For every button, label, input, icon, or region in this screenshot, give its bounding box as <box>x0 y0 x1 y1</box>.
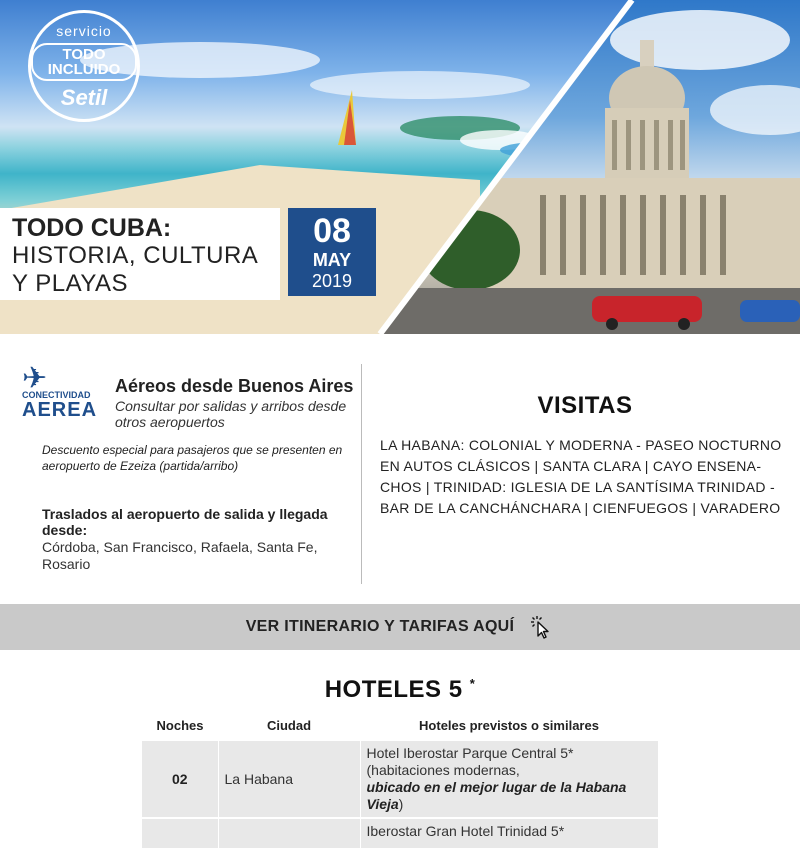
hotel-name: Iberostar Gran Hotel Trinidad 5* <box>366 823 565 839</box>
trip-title <box>0 208 280 300</box>
info-section <box>0 334 800 604</box>
conectividad-aerea-logo <box>22 364 102 434</box>
trip-title-bold: TODO CUBA: <box>12 214 172 242</box>
logo-small-text: CONECTIVIDAD <box>22 390 91 400</box>
hotel-end: ) <box>398 796 404 812</box>
todo-incluido-badge <box>28 10 140 122</box>
hotel-highlight: ubicado en el mejor lugar de la Habana Vieja <box>366 779 627 812</box>
transfers-title: Traslados al aeropuerto de salida y llegada desde: <box>42 506 328 538</box>
transfers-cities: Córdoba, San Francisco, Rafaela, Santa Fe, Rosario <box>42 539 318 572</box>
badge-middle-text: TODO INCLUIDO <box>31 43 137 81</box>
hero-banner <box>0 0 800 334</box>
table-row <box>142 818 658 848</box>
header-nights: Noches <box>142 712 218 740</box>
trip-title-line3: Y PLAYAS <box>12 270 129 297</box>
visits-title: VISITAS <box>537 392 633 419</box>
section-divider <box>361 364 362 584</box>
table-header-row <box>142 712 658 740</box>
trip-title-line2: HISTORIA, CULTURA <box>12 242 259 269</box>
departure-date <box>288 208 376 296</box>
date-year: 2019 <box>311 271 353 291</box>
row-city: La Habana <box>218 740 360 818</box>
hotels-title-text: HOTELES 5 <box>324 676 463 703</box>
setil-logo: Setil <box>60 85 108 110</box>
flights-subtitle: Consultar por salidas y arribos desde otros aeropuertos <box>115 398 347 430</box>
hotels-title-star: * <box>469 676 476 691</box>
discount-note: Descuento especial para pasajeros que se presenten en aeropuerto de Ezeiza (partida/arribo) <box>42 443 343 473</box>
badge-top-text: servicio <box>56 23 112 39</box>
table-row <box>142 740 658 818</box>
flights-title: Aéreos desde Buenos Aires <box>115 376 354 396</box>
hotels-table <box>142 712 658 848</box>
row-hotel <box>360 740 658 818</box>
itinerary-button-label: VER ITINERARIO Y TARIFAS AQUÍ <box>245 618 515 635</box>
logo-big-text: AEREA <box>22 399 98 421</box>
date-month: MAY <box>312 250 352 270</box>
visits-list: LA HABANA: COLONIAL Y MODERNA - PASEO NOCTURNO EN AUTOS CLÁSICOS | SANTA CLARA | CAYO ENSENA-CHOS | TRINIDAD: IGLESIA DE LA SANTÍSIMA TRINIDAD - BAR DE LA CANCHÁNCHARA | CIENFUEGOS | VARADERO <box>380 437 782 516</box>
date-day: 08 <box>313 212 351 250</box>
header-city: Ciudad <box>218 712 360 740</box>
hotels-title <box>0 676 800 704</box>
row-nights <box>142 818 218 848</box>
airplane-icon: ✈ <box>22 362 48 395</box>
row-hotel <box>360 818 658 848</box>
header-hotels: Hoteles previstos o similares <box>360 712 658 740</box>
row-nights: 02 <box>142 740 218 818</box>
row-city <box>218 818 360 848</box>
itinerary-button[interactable] <box>0 604 800 650</box>
click-cursor-icon <box>528 614 554 640</box>
hotel-name: Hotel Iberostar Parque Central 5* (habitaciones modernas, <box>366 745 574 778</box>
